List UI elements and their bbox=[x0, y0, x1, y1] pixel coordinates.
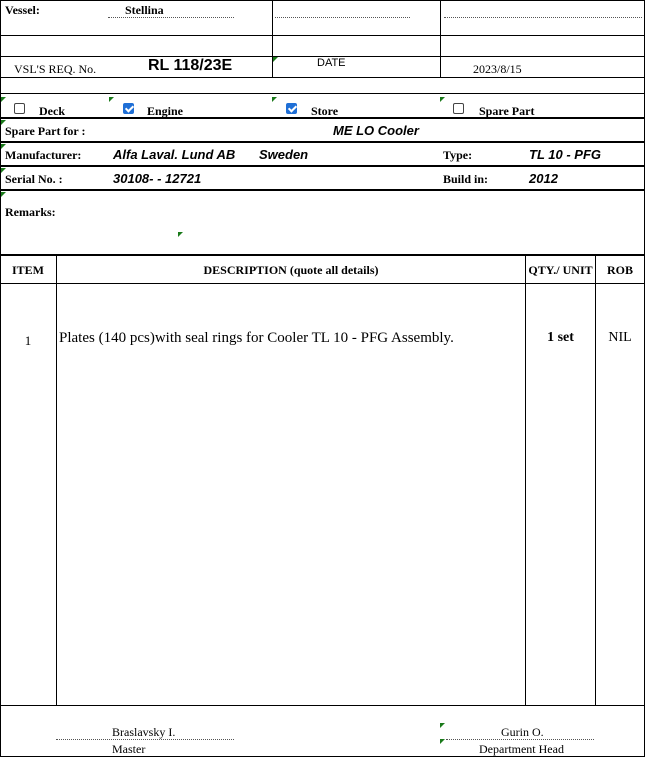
engine-checkbox[interactable] bbox=[123, 103, 134, 114]
blank-row-line bbox=[0, 93, 645, 94]
type-label: Type: bbox=[443, 148, 473, 162]
table-col-divider-1 bbox=[56, 255, 57, 705]
table-col-divider-2 bbox=[525, 255, 526, 705]
cell-comment-marker bbox=[440, 739, 445, 744]
header-blank-underline-1 bbox=[275, 17, 410, 18]
table-col-divider-3 bbox=[595, 255, 596, 705]
manufacturer-label: Manufacturer: bbox=[5, 148, 82, 162]
spare-part-for-label: Spare Part for : bbox=[5, 124, 86, 138]
cell-comment-marker bbox=[109, 97, 114, 102]
frame-left-border bbox=[0, 0, 1, 757]
request-number[interactable]: RL 118/23E bbox=[148, 57, 233, 74]
cell-comment-marker bbox=[1, 97, 6, 102]
row-item-number: 1 bbox=[24, 333, 32, 348]
cell-comment-marker bbox=[272, 97, 277, 102]
header-qty-unit: QTY./ UNIT bbox=[528, 263, 593, 277]
serial-row-line bbox=[0, 189, 645, 191]
type-value[interactable]: TL 10 - PFG bbox=[529, 147, 601, 162]
manufacturer-country[interactable]: Sweden bbox=[259, 147, 309, 162]
spare-part-checkbox[interactable] bbox=[453, 103, 464, 114]
cell-comment-marker bbox=[273, 57, 278, 62]
row-rob[interactable]: NIL bbox=[608, 330, 632, 345]
vessel-label: Vessel: bbox=[5, 3, 40, 17]
master-name: Braslavsky I. bbox=[112, 725, 176, 739]
manufacturer-value[interactable]: Alfa Laval. Lund AB bbox=[113, 147, 236, 162]
header-row-line-1 bbox=[0, 35, 645, 36]
header-row-line-3 bbox=[0, 77, 645, 78]
department-head-signature-line bbox=[446, 739, 594, 740]
build-value[interactable]: 2012 bbox=[529, 171, 558, 186]
header-divider-2 bbox=[440, 0, 441, 77]
frame-top-border bbox=[0, 0, 645, 1]
cell-comment-marker bbox=[440, 723, 445, 728]
row-description[interactable]: Plates (140 pcs)with seal rings for Cooler TL 10 - PFG Assembly. bbox=[59, 330, 454, 346]
remarks-field[interactable] bbox=[60, 200, 640, 250]
header-item: ITEM bbox=[11, 263, 44, 277]
master-title: Master bbox=[112, 742, 146, 756]
table-top-line bbox=[0, 254, 645, 256]
spare-part-row-line bbox=[0, 141, 645, 143]
table-header-line bbox=[0, 283, 645, 284]
store-checkbox[interactable] bbox=[286, 103, 297, 114]
table-bottom-line bbox=[0, 705, 645, 706]
deck-label: Deck bbox=[39, 104, 65, 118]
serial-label: Serial No. : bbox=[5, 172, 63, 186]
request-number-label: VSL'S REQ. No. bbox=[14, 62, 97, 76]
remarks-label: Remarks: bbox=[5, 205, 56, 219]
department-head-title: Department Head bbox=[479, 742, 564, 756]
master-signature-line bbox=[56, 739, 234, 740]
spare-part-for-value[interactable]: ME LO Cooler bbox=[333, 123, 419, 138]
vessel-underline bbox=[108, 17, 234, 18]
department-head-name: Gurin O. bbox=[501, 725, 544, 739]
request-date[interactable]: 2023/8/15 bbox=[473, 62, 522, 76]
date-label: DATE bbox=[317, 57, 346, 69]
engine-label: Engine bbox=[147, 104, 184, 118]
cell-comment-marker bbox=[440, 97, 445, 102]
header-blank-underline-2 bbox=[444, 17, 642, 18]
build-label: Build in: bbox=[443, 172, 489, 186]
vessel-name[interactable]: Stellina bbox=[125, 3, 164, 17]
spare-part-label: Spare Part bbox=[479, 104, 535, 118]
cell-comment-marker bbox=[1, 192, 6, 197]
serial-value[interactable]: 30108- - 12721 bbox=[113, 171, 202, 186]
header-rob: ROB bbox=[606, 263, 633, 277]
manufacturer-row-line bbox=[0, 165, 645, 167]
header-description: DESCRIPTION (quote all details) bbox=[203, 263, 379, 277]
deck-checkbox[interactable] bbox=[14, 103, 25, 114]
row-qty-unit[interactable]: 1 set bbox=[547, 330, 574, 345]
header-divider-1 bbox=[272, 0, 273, 77]
store-label: Store bbox=[311, 104, 339, 118]
